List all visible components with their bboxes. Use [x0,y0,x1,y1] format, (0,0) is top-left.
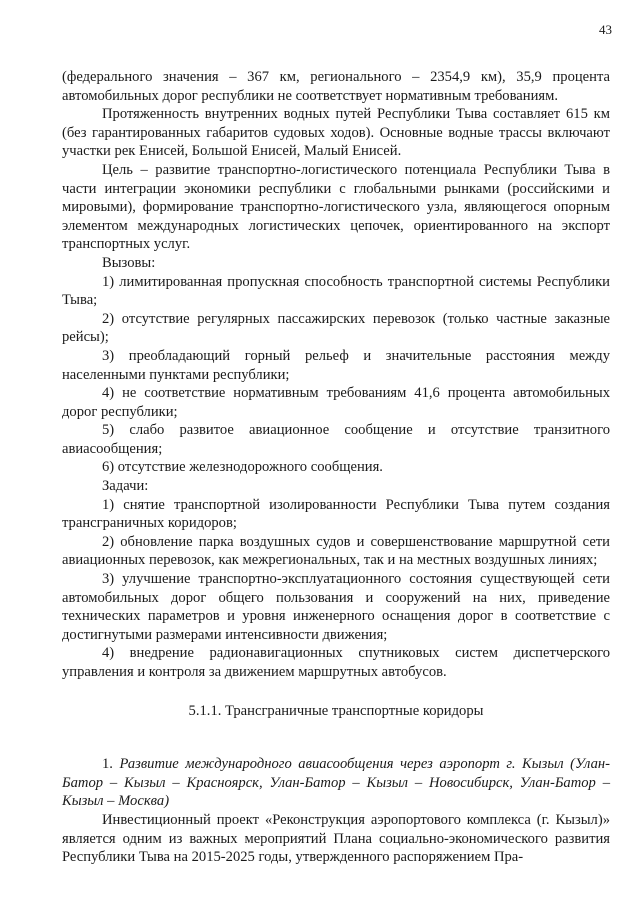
paragraph-waterways: Протяженность внутренних водных путей Республики Тыва составляет 615 км (без гарантированных габаритов судовых ходов). Основные водные трассы включают участки рек Енисей, Большой Енисей, Малый Енисей. [62,106,610,160]
page-number: 43 [599,22,612,37]
numbered-item-number: 1. [102,756,113,773]
challenge-item-2: 2) отсутствие регулярных пассажирских перевозок (только частные заказные рейсы); [62,310,610,346]
challenge-item-5: 5) слабо развитое авиационное сообщение и отсутствие транзитного авиасообщения; [62,422,610,457]
numbered-item-1 [62,755,610,811]
paragraph-goal: Цель – развитие транспортно-логистического потенциала Республики Тыва в части интеграции экономики республики с глобальными рынками (российскими и мировыми), формирование транспортно-логистического узла, являющегося опорным элементом международных логистических цепочек, ориентированного на экспорт транспортных услуг. [62,161,610,253]
task-item-4: 4) внедрение радионавигационных спутниковых систем диспетчерского управления и контроля за движением маршрутных автобусов. [62,645,610,680]
task-item-2: 2) обновление парка воздушных судов и совершенствование маршрутной сети авиационных перевозок, как межрегиональных, так и на местных воздушных линиях; [62,533,610,569]
document-body [62,68,610,867]
challenge-item-1: 1) лимитированная пропускная способность транспортной системы Республики Тыва; [62,273,610,309]
challenge-item-3: 3) преобладающий горный рельеф и значительные расстояния между населенными пунктами республики; [62,347,610,383]
section-title: 5.1.1. Трансграничные транспортные коридоры [188,702,484,719]
tasks-heading: Задачи: [102,478,149,495]
challenge-item-4: 4) не соответствие нормативным требованиям 41,6 процента автомобильных дорог республики; [62,385,610,420]
task-item-3: 3) улучшение транспортно-эксплуатационного состояния существующей сети автомобильных дорог общего пользования и сооружений на них, приведение технических параметров и уровня инженерного оснащения дорог в соответствие с достигнутыми размерами интенсивности движения; [62,571,610,643]
task-item-1: 1) снятие транспортной изолированности Республики Тыва путем создания трансграничных коридоров; [62,496,610,532]
challenge-item-6: 6) отсутствие железнодорожного сообщения. [102,459,383,476]
challenges-heading: Вызовы: [102,254,156,271]
paragraph-road-stats: (федерального значения – 367 км, регионального – 2354,9 км), 35,9 процента автомобильных дорог республики не соответствует нормативным требованиям. [62,69,610,104]
paragraph-investment-project: Инвестиционный проект «Реконструкция аэропортового комплекса (г. Кызыл)» является одним из важных мероприятий Плана социально-экономического развития Республики Тыва на 2015-2025 годы, утвержденного распоряжением Пра- [62,811,610,866]
numbered-item-italic-text: Развитие международного авиасообщения через аэропорт г. Кызыл (Улан-Батор – Кызыл – Красноярск, Улан-Батор – Кызыл – Новосибирск, Улан-Батор – Кызыл – Москва) [62,756,610,810]
